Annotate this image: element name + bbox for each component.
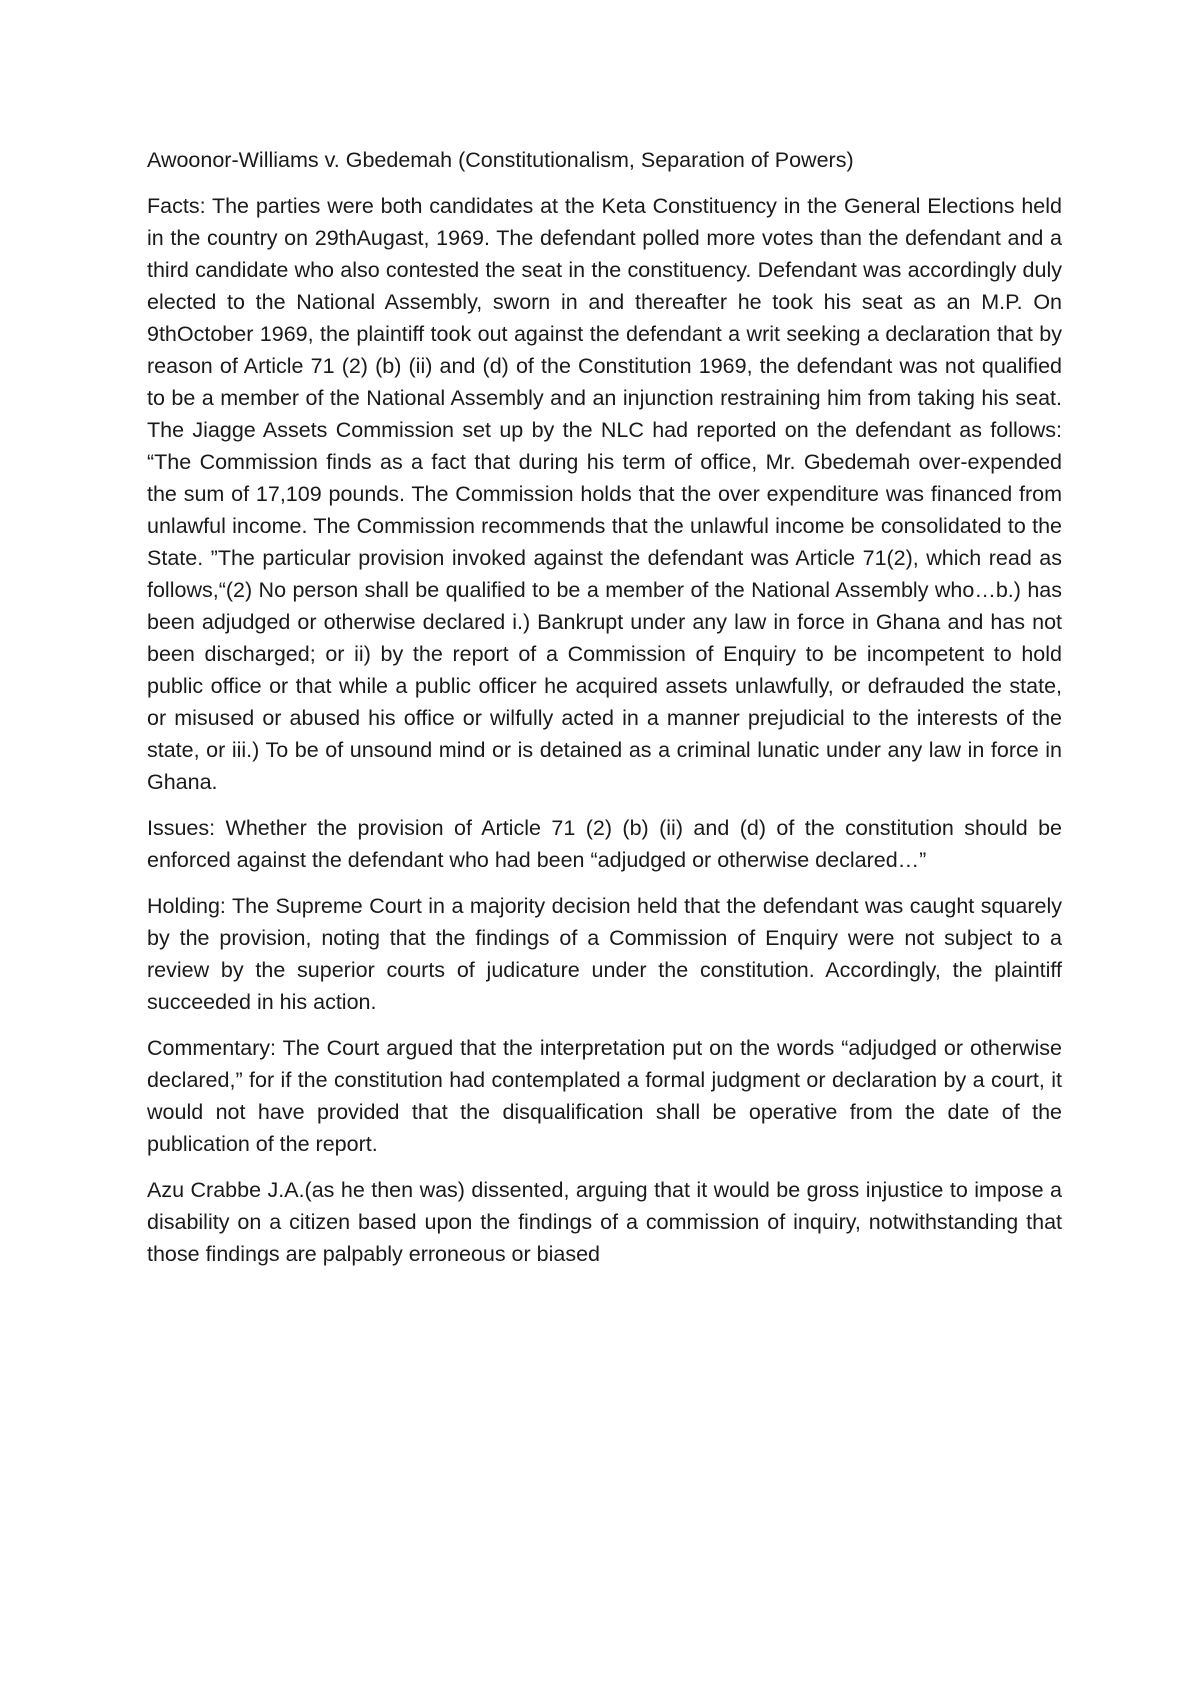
case-title: Awoonor-Williams v. Gbedemah (Constitutionalism, Separation of Powers) bbox=[147, 148, 854, 172]
commentary-paragraph: Commentary: The Court argued that the interpretation put on the words “adjudged or otherwise declared,” for if the constitution had contemplated a formal judgment or declaration by a court, it would not have provided that the disqualification shall be operative from the date of the publication of the report. bbox=[147, 1036, 1062, 1156]
facts-paragraph: Facts: The parties were both candidates at the Keta Constituency in the General Elections held in the country on 29thAugast, 1969. The defendant polled more votes than the defendant and a third candidate who also contested the seat in the constituency. Defendant was accordingly duly elected to the National Assembly, sworn in and thereafter he took his seat as an M.P. On 9thOctober 1969, the plaintiff took out against the defendant a writ seeking a declaration that by reason of Article 71 (2) (b) (ii) and (d) of the Constitution 1969, the defendant was not qualified to be a member of the National Assembly and an injunction restraining him from taking his seat. The Jiagge Assets Commission set up by the NLC had reported on the defendant as follows: “The Commission finds as a fact that during his term of office, Mr. Gbedemah over-expended the sum of 17,109 pounds. The Commission holds that the over expenditure was financed from unlawful income. The Commission recommends that the unlawful income be consolidated to the State. ”The particular provision invoked against the defendant was Article 71(2), which read as follows,“(2) No person shall be qualified to be a member of the National Assembly who…b.) has been adjudged or otherwise declared i.) Bankrupt under any law in force in Ghana and has not been discharged; or ii) by the report of a Commission of Enquiry to be incompetent to hold public office or that while a public officer he acquired assets unlawfully, or defrauded the state, or misused or abused his office or wilfully acted in a manner prejudicial to the interests of the state, or iii.) To be of unsound mind or is detained as a criminal lunatic under any law in force in Ghana. bbox=[147, 194, 1062, 794]
document-body bbox=[147, 144, 1062, 1284]
issues-paragraph: Issues: Whether the provision of Article 71 (2) (b) (ii) and (d) of the constitution should be enforced against the defendant who had been “adjudged or otherwise declared…” bbox=[147, 816, 1062, 872]
dissent-paragraph: Azu Crabbe J.A.(as he then was) dissented, arguing that it would be gross injustice to impose a disability on a citizen based upon the findings of a commission of inquiry, notwithstanding that those findings are palpably erroneous or biased bbox=[147, 1178, 1062, 1266]
holding-paragraph: Holding: The Supreme Court in a majority decision held that the defendant was caught squarely by the provision, noting that the findings of a Commission of Enquiry were not subject to a review by the superior courts of judicature under the constitution. Accordingly, the plaintiff succeeded in his action. bbox=[147, 894, 1062, 1014]
